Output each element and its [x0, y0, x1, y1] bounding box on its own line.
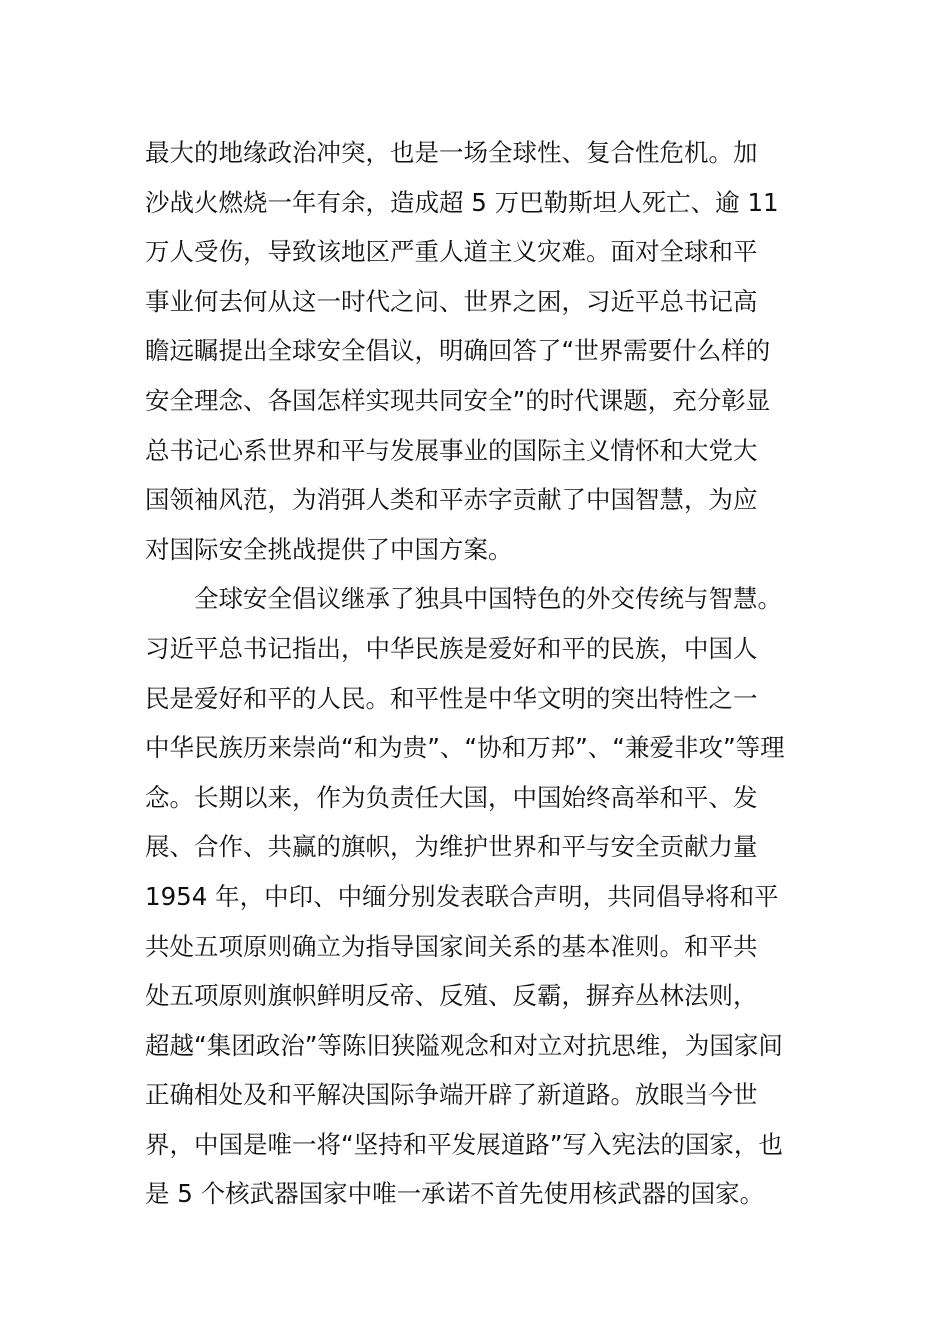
text-line: 习近平总书记指出，中华民族是爱好和平的民族，中国人 [145, 633, 758, 663]
text-line: 共处五项原则确立为指导国家间关系的基本准则。和平共 [145, 931, 758, 961]
text-line: 民是爱好和平的人民。和平性是中华文明的突出特性之一 [145, 683, 758, 713]
text-line: 处五项原则旗帜鲜明反帝、反殖、反霸，摒弃丛林法则， [145, 981, 758, 1011]
text-line: 1954 年，中印、中缅分别发表联合声明，共同倡导将和平 [145, 881, 779, 911]
text-line: 总书记心系世界和平与发展事业的国际主义情怀和大党大 [145, 435, 758, 465]
text-line: 沙战火燃烧一年有余，造成超 5 万巴勒斯坦人死亡、逾 11 [145, 187, 779, 217]
text-line: 安全理念、各国怎样实现共同安全”的时代课题，充分彰显 [145, 385, 771, 415]
text-line: 事业何去何从这一时代之问、世界之困，习近平总书记高 [145, 286, 758, 316]
text-line: 中华民族历来崇尚“和为贵”、“协和万邦”、“兼爱非攻”等理 [145, 733, 785, 763]
text-line: 对国际安全挑战提供了中国方案。 [145, 534, 513, 564]
text-line: 念。长期以来，作为负责任大国，中国始终高举和平、发 [145, 782, 758, 812]
text-line: 国领袖风范，为消弭人类和平赤字贡献了中国智慧，为应 [145, 485, 758, 515]
text-line: 全球安全倡议继承了独具中国特色的外交传统与智慧。 [194, 584, 782, 614]
paragraph-1 [145, 128, 815, 574]
text-line: 瞻远瞩提出全球安全倡议，明确回答了“世界需要什么样的 [145, 336, 771, 366]
text-line: 展、合作、共赢的旗帜，为维护世界和平与安全贡献力量 [145, 832, 758, 862]
text-line: 界，中国是唯一将“坚持和平发展道路”写入宪法的国家，也 [145, 1129, 783, 1159]
paragraph-2 [145, 574, 815, 1219]
text-line: 是 5 个核武器国家中唯一承诺不首先使用核武器的国家。 [145, 1179, 765, 1209]
text-line: 最大的地缘政治冲突，也是一场全球性、复合性危机。加 [145, 138, 758, 167]
text-line: 超越“集团政治”等陈旧狭隘观念和对立对抗思维，为国家间 [145, 1030, 783, 1060]
text-line: 万人受伤，导致该地区严重人道主义灾难。面对全球和平 [145, 237, 758, 267]
body-text [145, 128, 815, 1219]
text-line: 正确相处及和平解决国际争端开辟了新道路。放眼当今世 [145, 1080, 758, 1110]
